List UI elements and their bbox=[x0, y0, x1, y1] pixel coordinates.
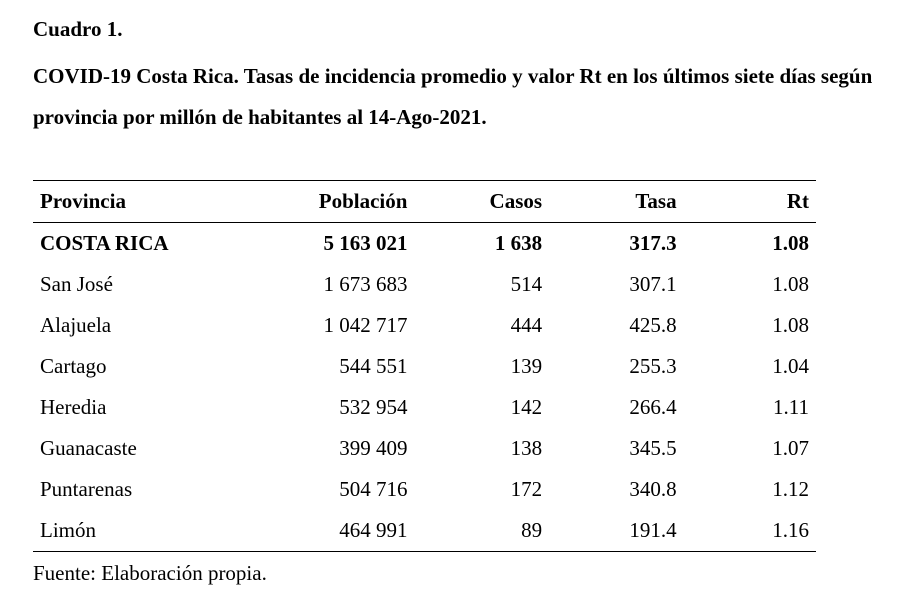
cell-rt: 1.07 bbox=[772, 436, 809, 460]
cell-poblacion: 504 716 bbox=[339, 477, 408, 501]
cell-poblacion: 399 409 bbox=[339, 436, 408, 460]
header-poblacion: Población bbox=[318, 189, 408, 213]
cell-rt: 1.12 bbox=[772, 477, 809, 501]
cell-tasa: 191.4 bbox=[629, 518, 677, 542]
cell-casos: 89 bbox=[521, 518, 543, 542]
cell-poblacion: 532 954 bbox=[339, 395, 408, 419]
header-row bbox=[33, 181, 816, 223]
cell-poblacion: 1 042 717 bbox=[323, 313, 408, 337]
cell-provincia: Guanacaste bbox=[40, 436, 137, 460]
cell-poblacion: 5 163 021 bbox=[323, 231, 408, 255]
cell-casos: 138 bbox=[510, 436, 543, 460]
cell-rt: 1.11 bbox=[773, 395, 809, 419]
cell-provincia: Cartago bbox=[40, 354, 107, 378]
cell-tasa: 425.8 bbox=[629, 313, 677, 337]
table-row-total bbox=[33, 223, 816, 265]
cell-casos: 514 bbox=[510, 272, 543, 296]
cell-casos: 172 bbox=[510, 477, 543, 501]
cell-provincia: San José bbox=[40, 272, 113, 296]
cell-tasa: 307.1 bbox=[629, 272, 677, 296]
cell-rt: 1.08 bbox=[772, 272, 809, 296]
cell-rt: 1.16 bbox=[772, 518, 809, 542]
cell-provincia: Puntarenas bbox=[40, 477, 133, 501]
cell-provincia: Alajuela bbox=[40, 313, 112, 337]
cell-casos: 1 638 bbox=[494, 231, 543, 255]
cell-provincia: Limón bbox=[40, 518, 96, 542]
cell-provincia: COSTA RICA bbox=[40, 231, 169, 255]
header-provincia: Provincia bbox=[40, 189, 126, 213]
table-row bbox=[33, 428, 816, 469]
table-caption-title: COVID-19 Costa Rica. Tasas de incidencia promedio y valor Rt en los últimos siete días según provincia por millón de habitantes al 14-Ago-2021. bbox=[33, 64, 873, 129]
cell-provincia: Heredia bbox=[40, 395, 107, 419]
table-row bbox=[33, 510, 816, 552]
cell-tasa: 340.8 bbox=[629, 477, 677, 501]
cell-rt: 1.08 bbox=[772, 231, 809, 255]
table-caption-number: Cuadro 1. bbox=[33, 17, 123, 41]
cell-rt: 1.04 bbox=[772, 354, 809, 378]
table-row bbox=[33, 387, 816, 428]
provincia-rates-table bbox=[33, 180, 816, 552]
header-tasa: Tasa bbox=[635, 189, 677, 213]
table-body bbox=[33, 223, 816, 552]
cell-tasa: 255.3 bbox=[629, 354, 677, 378]
cell-tasa: 317.3 bbox=[629, 231, 677, 255]
cell-casos: 142 bbox=[510, 395, 543, 419]
cell-rt: 1.08 bbox=[772, 313, 809, 337]
cell-tasa: 345.5 bbox=[629, 436, 677, 460]
header-rt: Rt bbox=[786, 189, 809, 213]
table-header bbox=[33, 181, 816, 223]
cell-poblacion: 464 991 bbox=[339, 518, 408, 542]
data-table-container bbox=[33, 180, 816, 552]
table-row bbox=[33, 264, 816, 305]
table-source-note: Fuente: Elaboración propia. bbox=[33, 561, 267, 585]
cell-tasa: 266.4 bbox=[629, 395, 677, 419]
table-row bbox=[33, 469, 816, 510]
table-row bbox=[33, 346, 816, 387]
table-row bbox=[33, 305, 816, 346]
header-casos: Casos bbox=[489, 189, 543, 213]
cell-poblacion: 544 551 bbox=[339, 354, 408, 378]
cell-poblacion: 1 673 683 bbox=[323, 272, 408, 296]
cell-casos: 444 bbox=[510, 313, 543, 337]
cell-casos: 139 bbox=[510, 354, 543, 378]
